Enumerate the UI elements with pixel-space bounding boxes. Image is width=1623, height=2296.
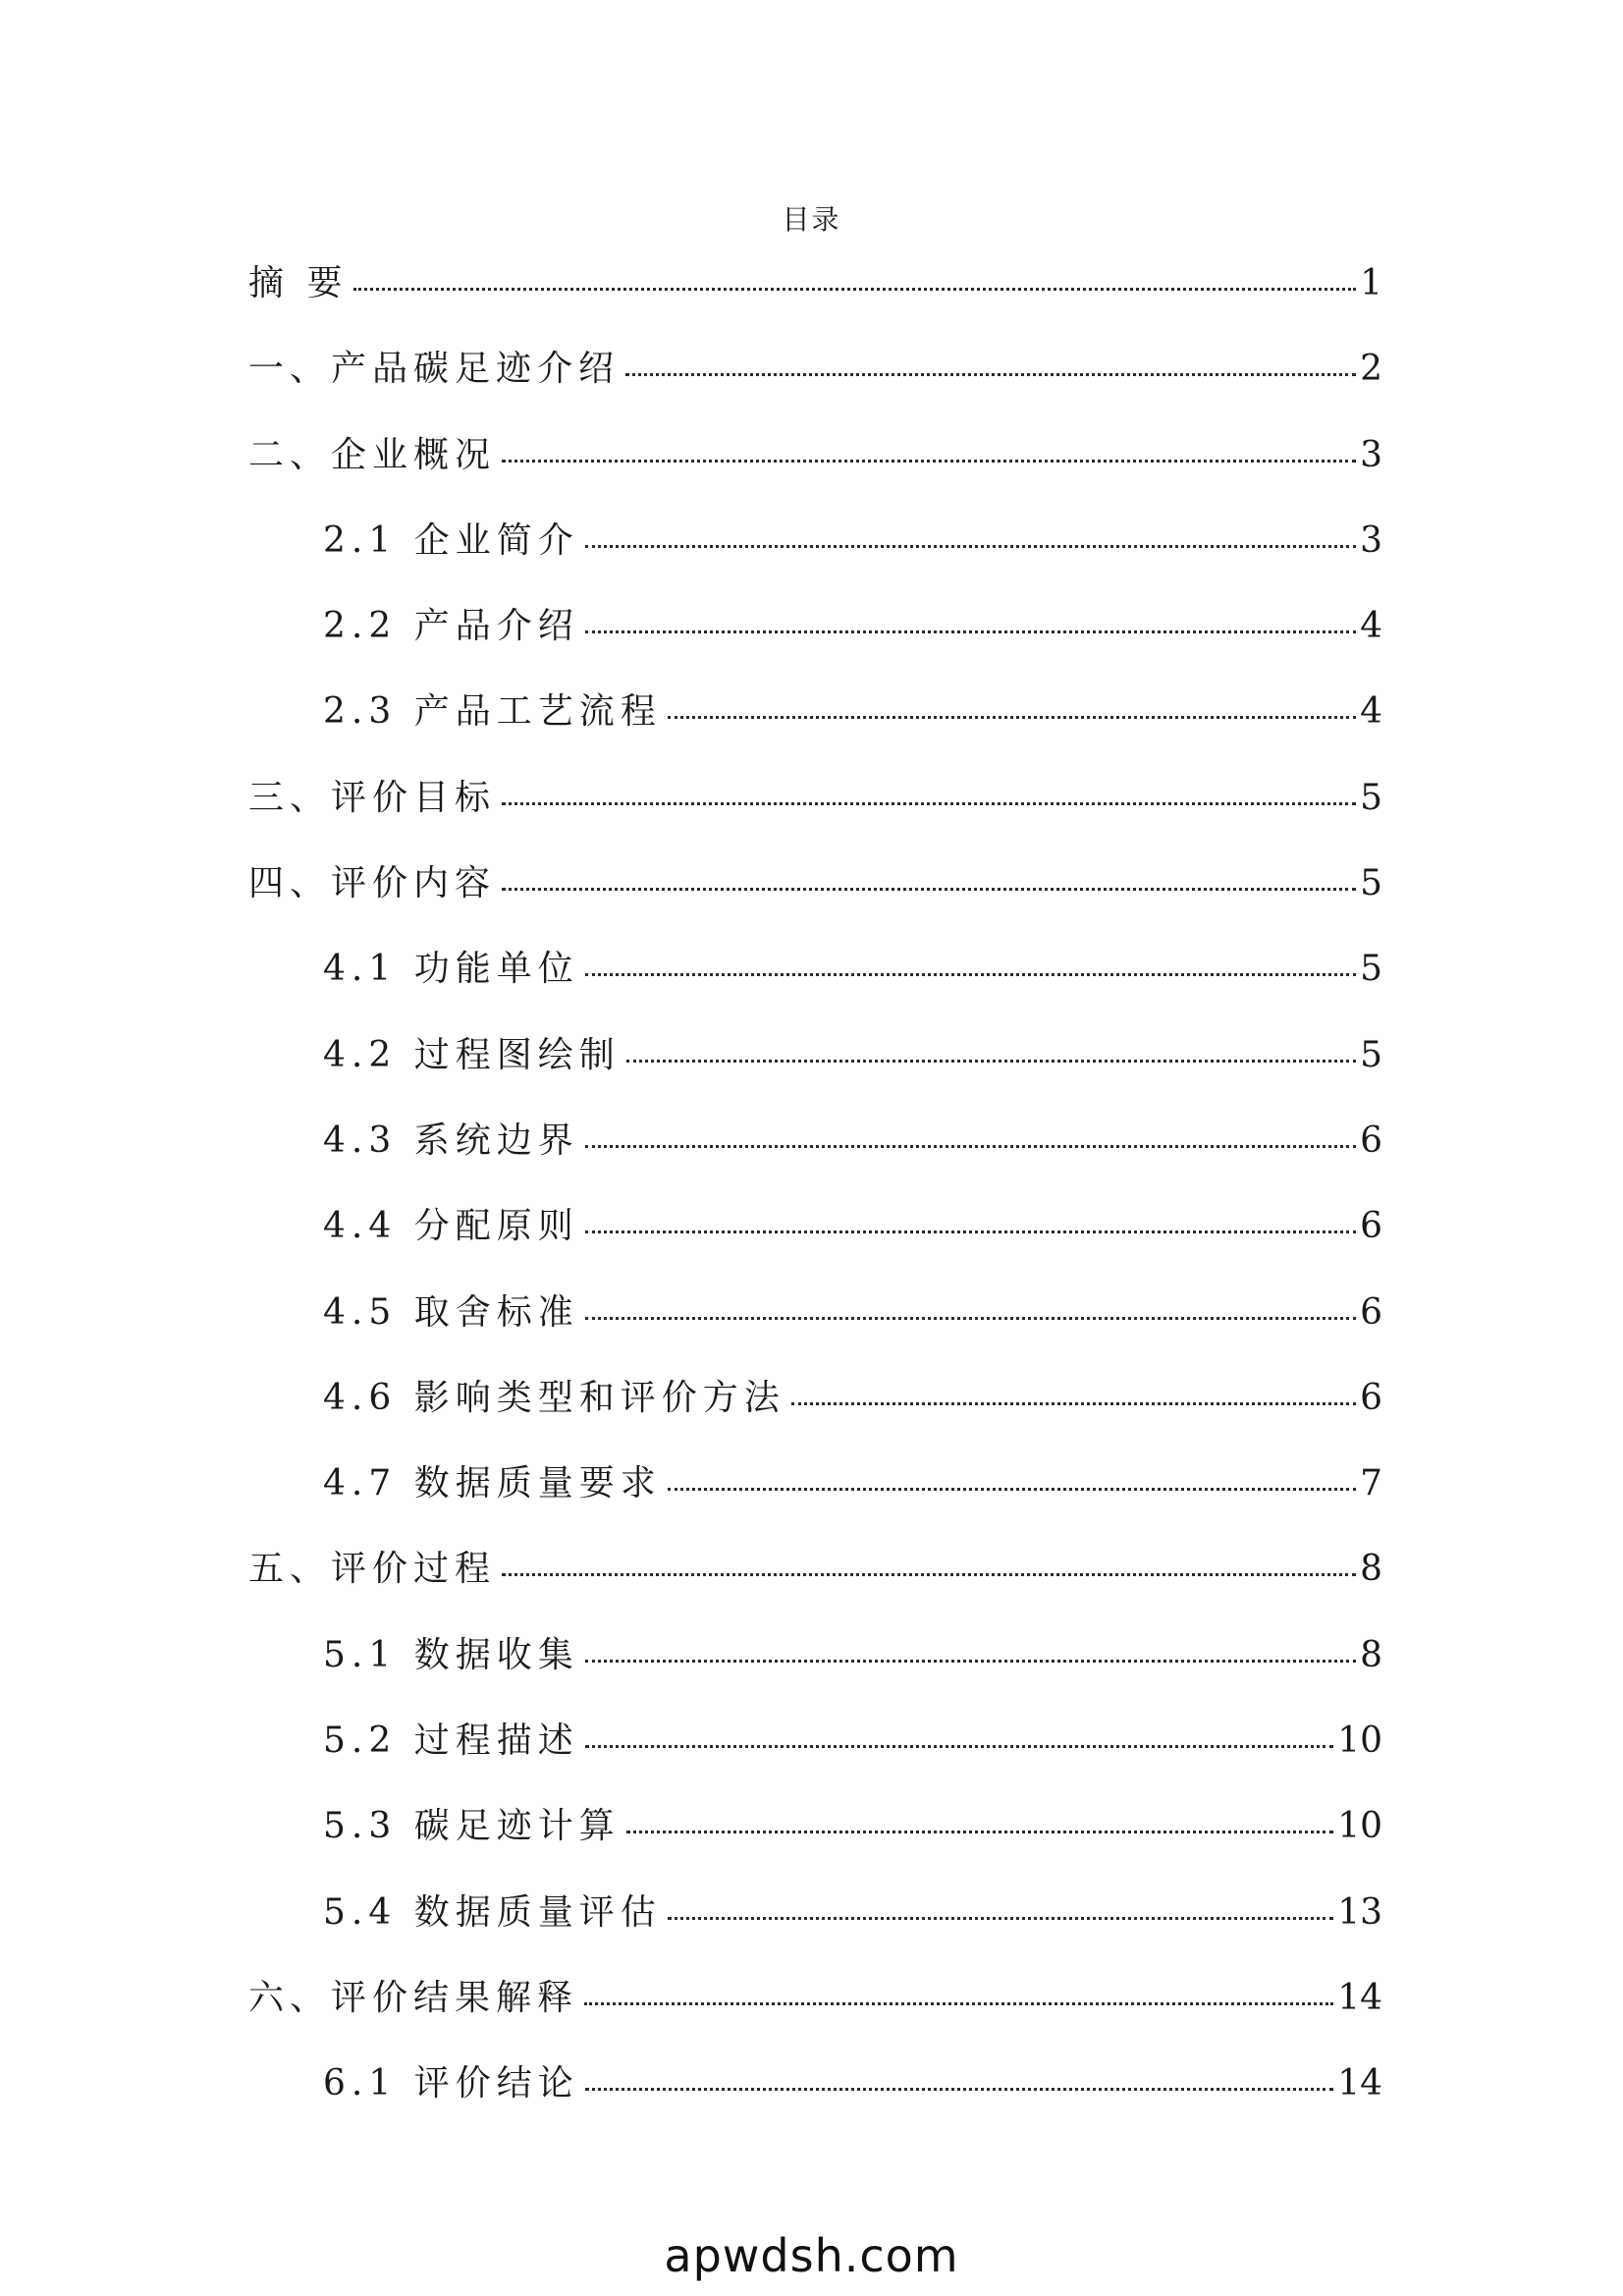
toc-entry-label: 2.2 产品介绍 [323, 606, 579, 647]
toc-entry-label: 三、评价目标 [248, 777, 497, 818]
toc-dot-leader [585, 535, 1356, 548]
toc-entry-page-number: 5 [1360, 1034, 1382, 1075]
toc-entry-label: 4.3 系统边界 [323, 1120, 579, 1161]
toc-dot-leader [584, 1993, 1333, 2005]
toc-entry-label: 摘 要 [248, 263, 349, 303]
toc-entry[interactable] [248, 593, 1382, 679]
toc-list [248, 250, 1382, 2137]
toc-entry-page-number: 3 [1360, 519, 1382, 561]
toc-entry-label: 2.1 企业简介 [323, 519, 579, 561]
toc-dot-leader [791, 1393, 1356, 1405]
toc-entry-label: 4.7 数据质量要求 [323, 1463, 662, 1504]
toc-entry-page-number: 8 [1360, 1634, 1382, 1675]
toc-entry[interactable] [248, 2050, 1382, 2136]
toc-entry-label: 5.4 数据质量评估 [323, 1891, 662, 1933]
toc-entry-page-number: 3 [1360, 434, 1382, 475]
toc-entry-label: 一、产品碳足迹介绍 [248, 349, 621, 390]
toc-entry-page-number: 5 [1360, 949, 1382, 990]
toc-dot-leader [585, 1221, 1356, 1233]
toc-entry[interactable] [248, 422, 1382, 508]
toc-entry-page-number: 4 [1360, 606, 1382, 647]
toc-entry[interactable] [248, 1793, 1382, 1879]
toc-entry[interactable] [248, 336, 1382, 421]
toc-entry[interactable] [248, 1536, 1382, 1621]
toc-entry-page-number: 6 [1360, 1206, 1382, 1247]
toc-entry[interactable] [248, 1108, 1382, 1193]
toc-entry-label: 四、评价内容 [248, 863, 497, 904]
toc-entry-label: 5.2 过程描述 [323, 1721, 579, 1762]
toc-dot-leader [585, 1135, 1356, 1148]
toc-entry-page-number: 6 [1360, 1291, 1382, 1333]
toc-entry-page-number: 10 [1337, 1806, 1382, 1847]
toc-dot-leader [625, 363, 1356, 376]
toc-entry-label: 6.1 评价结论 [323, 2063, 579, 2105]
toc-entry-label: 4.1 功能单位 [323, 949, 579, 990]
toc-entry-label: 4.4 分配原则 [323, 1206, 579, 1247]
toc-dot-leader [585, 1307, 1356, 1320]
toc-entry-label: 4.2 过程图绘制 [323, 1034, 621, 1075]
toc-entry[interactable] [248, 1450, 1382, 1536]
toc-dot-leader [502, 1563, 1356, 1576]
toc-entry-page-number: 4 [1360, 691, 1382, 733]
toc-entry-page-number: 10 [1337, 1721, 1382, 1762]
toc-dot-leader [626, 1050, 1356, 1063]
toc-entry-label: 五、评价过程 [248, 1549, 497, 1590]
toc-entry-page-number: 1 [1360, 263, 1382, 303]
toc-dot-leader [585, 1650, 1356, 1663]
toc-entry-label: 4.6 影响类型和评价方法 [323, 1377, 785, 1418]
toc-entry[interactable] [248, 679, 1382, 764]
toc-entry[interactable] [248, 850, 1382, 936]
toc-dot-leader [668, 1907, 1333, 1920]
toc-entry-label: 5.1 数据收集 [323, 1634, 579, 1675]
toc-entry-page-number: 14 [1337, 1977, 1382, 2018]
toc-entry[interactable] [248, 765, 1382, 850]
toc-entry-label: 5.3 碳足迹计算 [323, 1806, 621, 1847]
toc-entry-page-number: 13 [1337, 1891, 1382, 1933]
toc-entry[interactable] [248, 1022, 1382, 1108]
toc-dot-leader [585, 2078, 1333, 2091]
toc-dot-leader [353, 278, 1356, 291]
toc-entry-page-number: 7 [1360, 1463, 1382, 1504]
toc-dot-leader [585, 621, 1356, 633]
toc-entry[interactable] [248, 1622, 1382, 1708]
watermark-text: apwdsh.com [664, 2229, 959, 2282]
toc-entry[interactable] [248, 1965, 1382, 2050]
toc-entry-page-number: 5 [1360, 777, 1382, 818]
toc-entry-page-number: 14 [1337, 2063, 1382, 2105]
toc-dot-leader [626, 1821, 1333, 1833]
toc-entry[interactable] [248, 1880, 1382, 1965]
toc-dot-leader [502, 878, 1356, 891]
toc-entry[interactable] [248, 1280, 1382, 1365]
toc-dot-leader [502, 450, 1356, 463]
toc-entry-page-number: 8 [1360, 1549, 1382, 1590]
toc-dot-leader [668, 1478, 1356, 1491]
toc-dot-leader [585, 963, 1356, 976]
toc-entry[interactable] [248, 936, 1382, 1021]
toc-entry-label: 2.3 产品工艺流程 [323, 691, 662, 733]
toc-entry-label: 二、企业概况 [248, 434, 497, 475]
toc-entry-label: 4.5 取舍标准 [323, 1291, 579, 1333]
toc-entry[interactable] [248, 1365, 1382, 1450]
toc-entry-label: 六、评价结果解释 [248, 1977, 579, 2018]
toc-entry-page-number: 5 [1360, 863, 1382, 904]
toc-dot-leader [502, 793, 1356, 805]
toc-entry[interactable] [248, 1708, 1382, 1793]
toc-entry[interactable] [248, 250, 1382, 336]
toc-title: 目录 [782, 203, 841, 236]
toc-entry-page-number: 6 [1360, 1377, 1382, 1418]
toc-dot-leader [668, 706, 1356, 719]
toc-entry[interactable] [248, 508, 1382, 593]
toc-dot-leader [585, 1735, 1333, 1748]
toc-entry-page-number: 2 [1360, 349, 1382, 390]
toc-entry[interactable] [248, 1193, 1382, 1279]
toc-entry-page-number: 6 [1360, 1120, 1382, 1161]
